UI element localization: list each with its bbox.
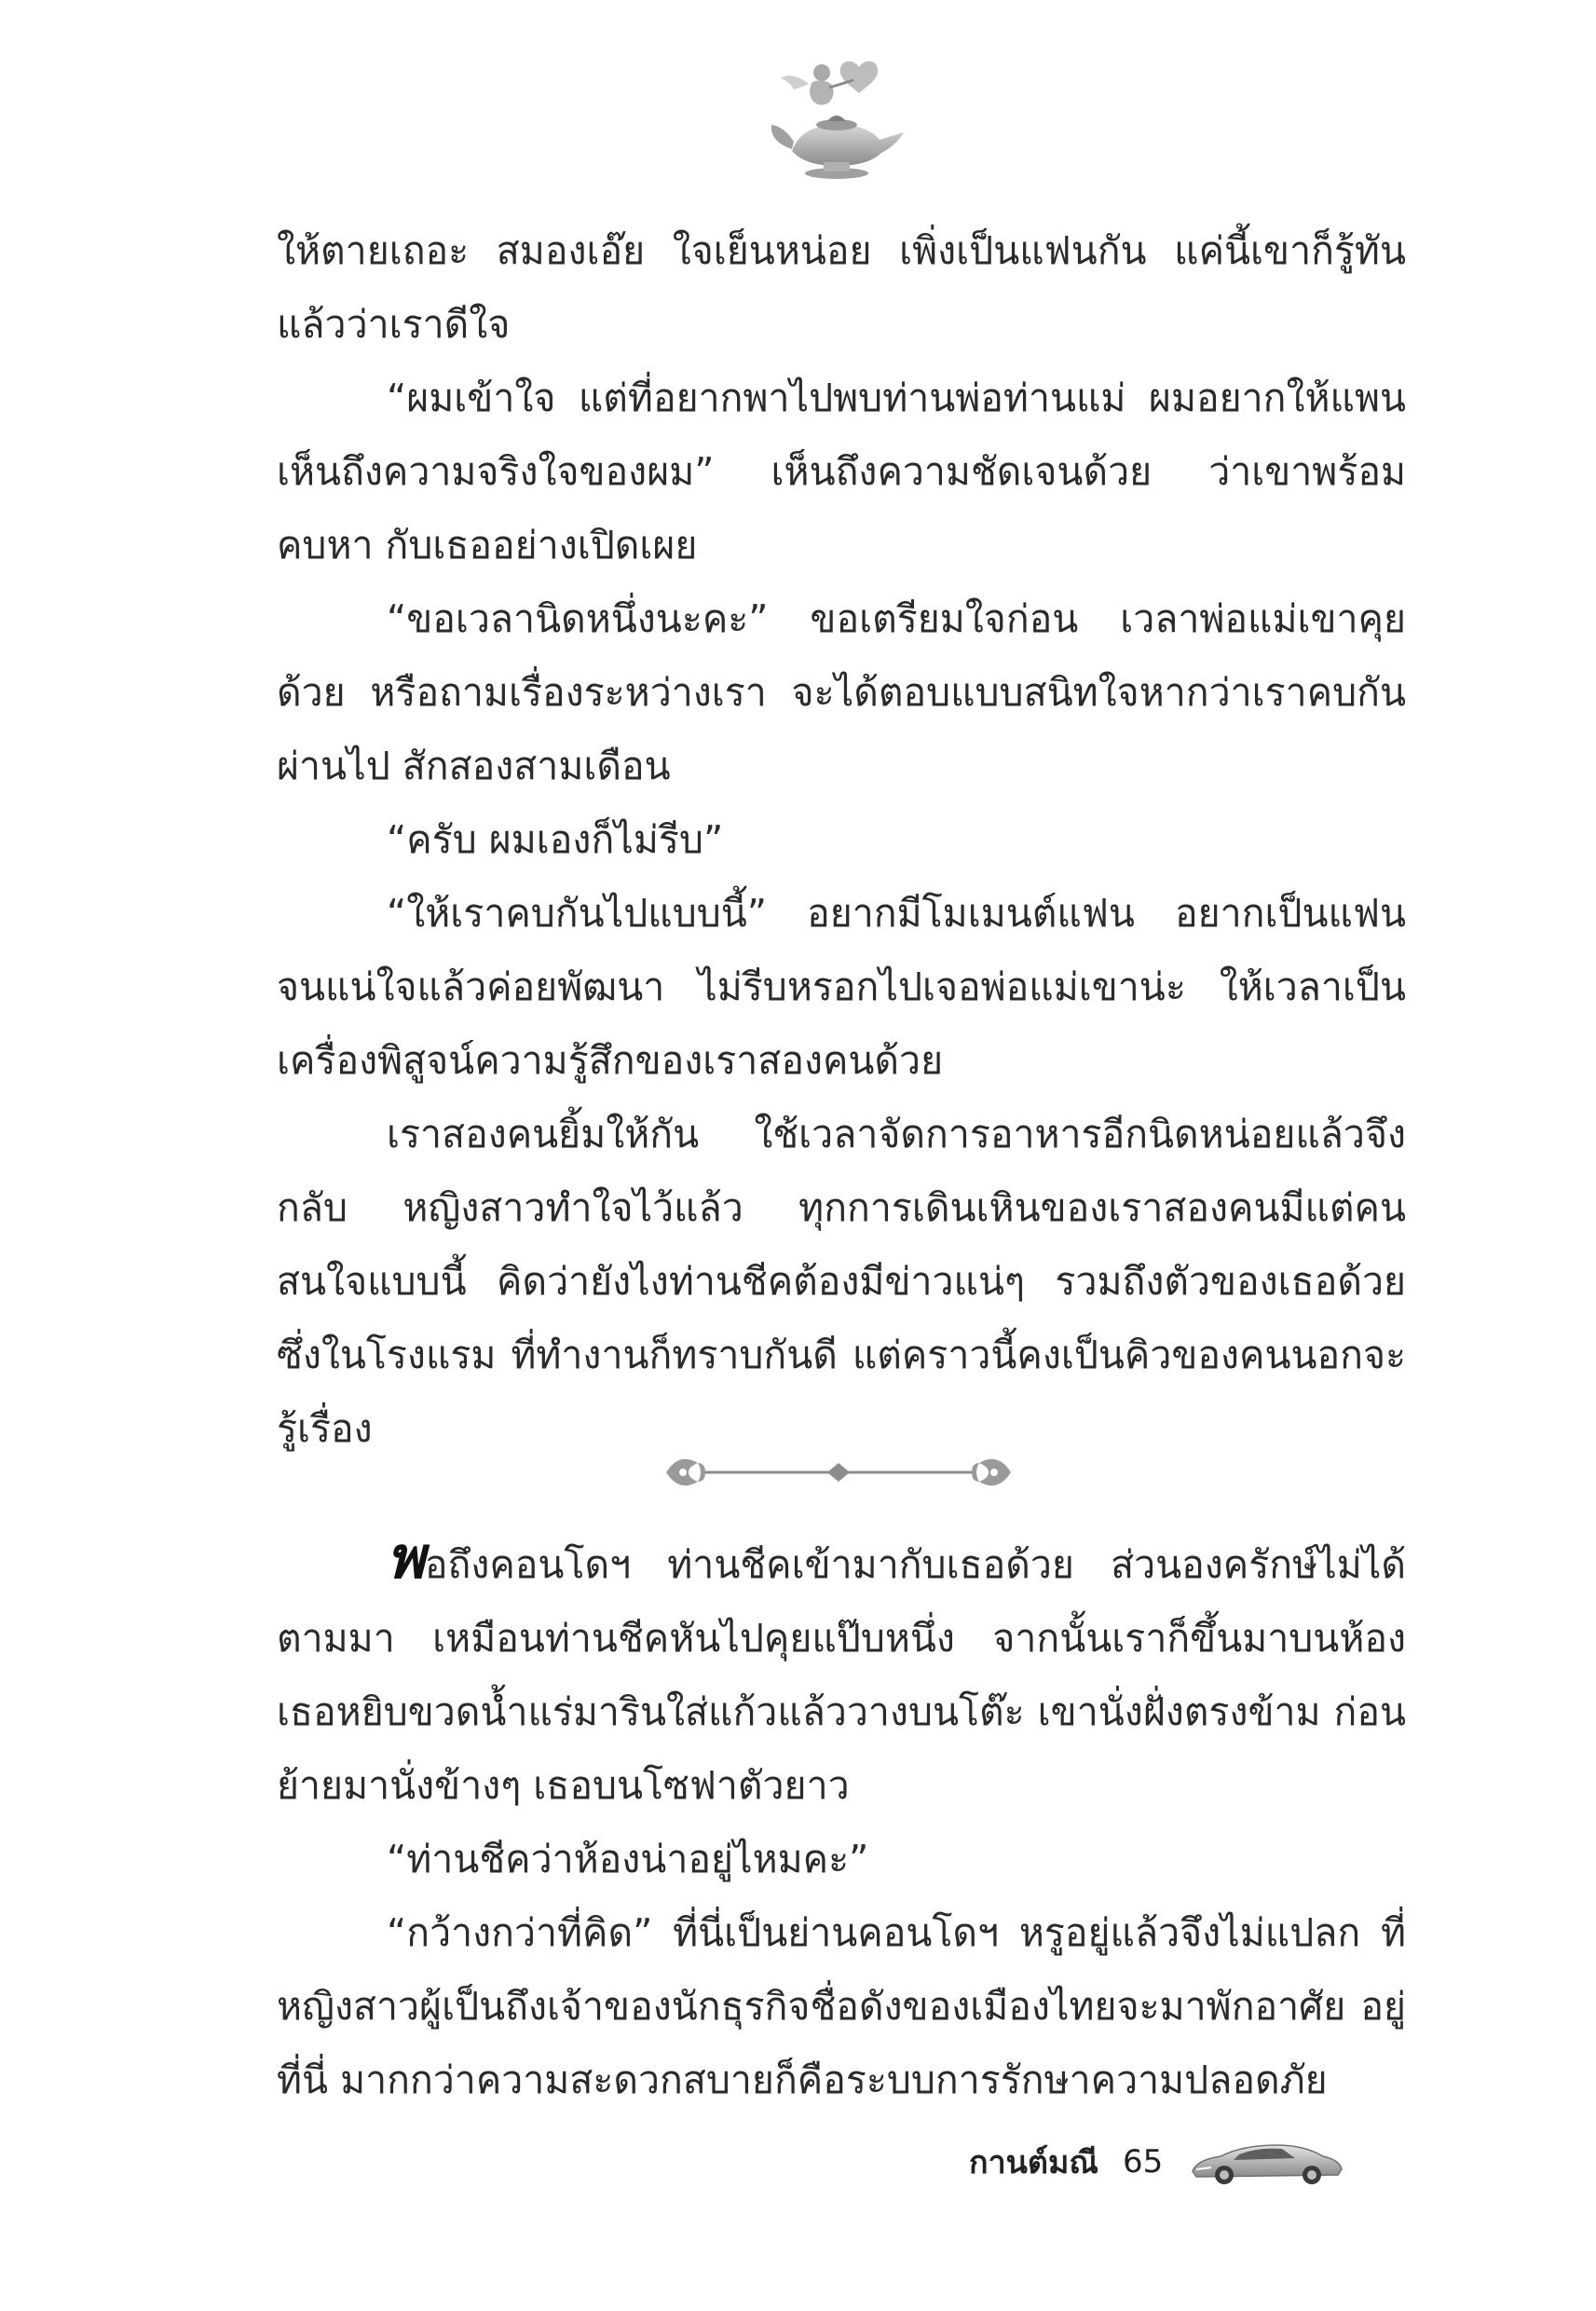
floral-divider-icon: [657, 1447, 1020, 1497]
page-footer: [969, 2134, 1345, 2190]
text-block-2: [277, 1524, 1406, 2117]
text-block-1: [277, 214, 1406, 1466]
author-name: กานต์มณี: [969, 2144, 1098, 2181]
paragraph: “ให้เราคบกันไปแบบนี้” อยากมีโมเมนต์แฟน อยากเป็นแฟน จนแน่ใจแล้วค่อยพัฒนา ไม่รีบหรอกไปเจอพ่อแม่เขาน่ะ ให้เวลาเป็น เครื่องพิสูจน์ความรู้สึกของเราสองคนด้วย: [277, 891, 1406, 1083]
drop-cap: พ: [387, 1524, 425, 1592]
sports-car-icon: [1187, 2138, 1345, 2186]
page-number: 65: [1122, 2143, 1164, 2181]
paragraph-with-drop-cap: [277, 1524, 1406, 1823]
paragraph: “กว้างกว่าที่คิด” ที่นี่เป็นย่านคอนโดฯ หรูอยู่แล้วจึงไม่แปลก ที่หญิงสาวผู้เป็นถึงเจ้าของนักธุรกิจชื่อดังของเมืองไทยจะมาพักอาศัย อยู่ที่นี่ มากกว่าความสะดวกสบายก็คือระบบการรักษาความปลอดภัย: [277, 1910, 1406, 2102]
paragraph-text: อถึงคอนโดฯ ท่านชีคเข้ามากับเธอด้วย ส่วนองครักษ์ไม่ได้ ตามมา เหมือนท่านชีคหันไปคุยแป๊บหนึ่ง จากนั้นเราก็ขึ้นมาบนห้อง เธอหยิบขวดน้ำแร่มารินใส่แก้วแล้ววางบนโต๊ะ เขานั่งฝั่งตรงข้าม ก่อน ย้ายมานั่งข้างๆ เธอบนโซฟาตัวยาว: [277, 1542, 1406, 1808]
paragraph: “ครับ ผมเองก็ไม่รีบ”: [387, 817, 724, 862]
paragraph: ให้ตายเถอะ สมองเอ๊ย ใจเย็นหน่อย เพิ่งเป็นแฟนกัน แค่นี้เขาก็รู้ทัน แล้วว่าเราดีใจ: [277, 228, 1406, 347]
paragraph: เราสองคนยิ้มให้กัน ใช้เวลาจัดการอาหารอีกนิดหน่อยแล้วจึงกลับ หญิงสาวทำใจไว้แล้ว ทุกการเดินเหินของเราสองคนมีแต่คนสนใจแบบนี้ คิดว่ายังไงท่านชีคต้องมีข่าวแน่ๆ รวมถึงตัวของเธอด้วย ซึ่งในโรงแรม ที่ทำงานก็ทราบกันดี แต่คราวนี้คงเป็นคิวของคนนอกจะรู้เรื่อง: [277, 1112, 1406, 1451]
paragraph: “ผมเข้าใจ แต่ที่อยากพาไปพบท่านพ่อท่านแม่ ผมอยากให้แพน เห็นถึงความจริงใจของผม” เห็นถึงความชัดเจนด้วย ว่าเขาพร้อมคบหา กับเธออย่างเปิดเผย: [277, 376, 1406, 567]
lamp-with-cupid-icon: [755, 47, 913, 186]
paragraph: “ขอเวลานิดหนึ่งนะคะ” ขอเตรียมใจก่อน เวลาพ่อแม่เขาคุยด้วย หรือถามเรื่องระหว่างเรา จะได้ตอบแบบสนิทใจหากว่าเราคบกันผ่านไป สักสองสามเดือน: [277, 596, 1406, 788]
paragraph: “ท่านชีคว่าห้องน่าอยู่ไหมคะ”: [387, 1837, 869, 1881]
